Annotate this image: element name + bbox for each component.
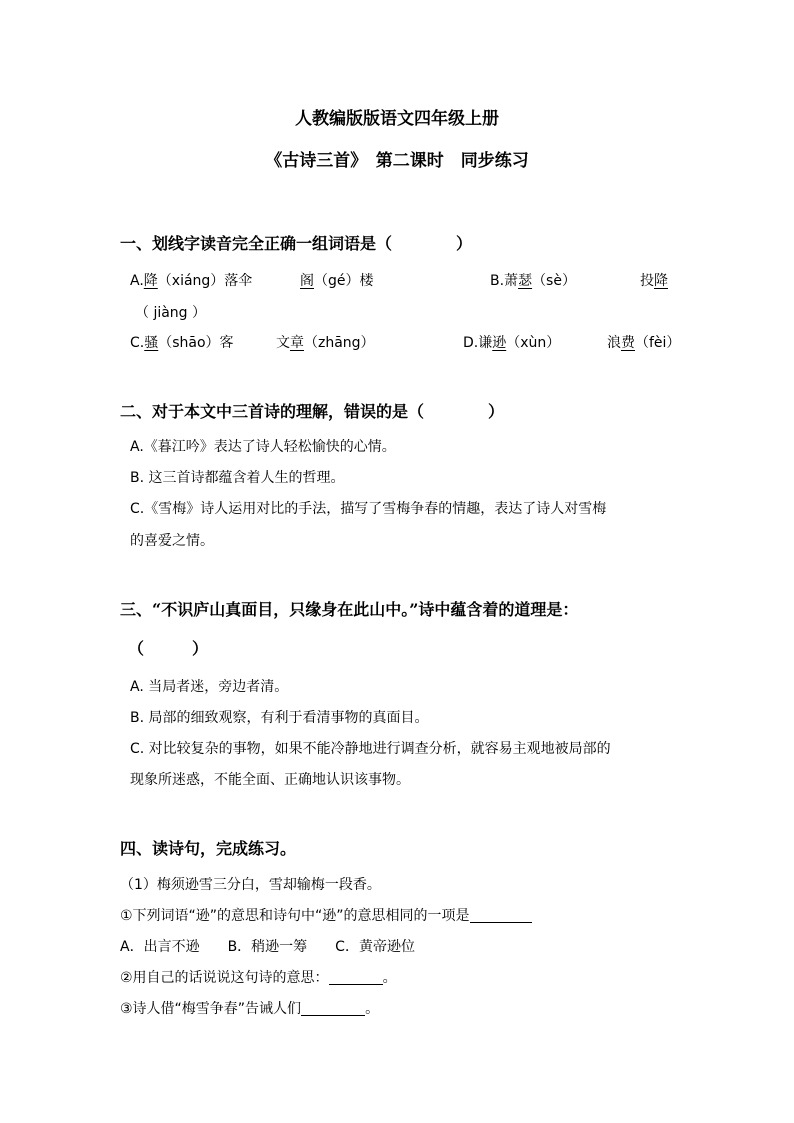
question-1-heading: 一、划线字读音完全正确一组词语是（ ）: [120, 234, 473, 253]
q1-option-d-word2: [607, 332, 680, 352]
q1-option-b-pinyin: （ jiàng ）: [135, 305, 207, 321]
underlined-char: 骚: [144, 335, 159, 351]
plain-char: 文: [276, 335, 290, 351]
q1-option-b: [490, 270, 576, 290]
question-3-heading: 三、“不识庐山真面目，只缘身在此山中。”诗中蕴含着的道理是：: [120, 600, 579, 619]
q4-poem-line: （1）梅须逊雪三分白，雪却输梅一段香。: [120, 877, 381, 893]
answer-blank[interactable]: [301, 1001, 365, 1016]
period: 。: [382, 970, 397, 986]
q1-option-a-word2: [300, 270, 374, 290]
pinyin-text: （gé）楼: [314, 273, 374, 289]
q2-option-c: C.《雪梅》诗人运用对比的手法，描写了雪梅争春的情趣，表达了诗人对雪梅: [130, 501, 607, 517]
pinyin-text: （xùn）: [506, 335, 561, 351]
q4-subquestion-2: [120, 967, 397, 987]
subquestion-text: ②用自己的话说说这句诗的意思：: [120, 970, 329, 986]
subquestion-text: ③诗人借“梅雪争春”告诫人们: [120, 1001, 302, 1017]
answer-blank[interactable]: [329, 970, 383, 985]
q2-option-b: B. 这三首诗都蕴含着人生的哲理。: [130, 470, 345, 486]
q1-option-d: [463, 332, 560, 352]
pinyin-text: （xiáng）落伞: [157, 273, 253, 289]
pinyin-text: （zhāng）: [304, 335, 375, 351]
underlined-char: 章: [290, 335, 304, 351]
question-2-heading: 二、对于本文中三首诗的理解，错误的是（ ）: [120, 402, 505, 421]
q1-option-c-word2: [276, 332, 375, 352]
answer-blank[interactable]: [470, 908, 532, 923]
underlined-char: 降: [143, 273, 158, 289]
plain-char: 投: [640, 273, 654, 289]
option-label: B.萧: [490, 273, 519, 289]
q3-option-c: C. 对比较复杂的事物，如果不能冷静地进行调查分析，就容易主观地被局部的: [130, 741, 611, 757]
underlined-char: 费: [621, 335, 635, 351]
worksheet-title: 人教编版版语文四年级上册: [295, 109, 499, 129]
q2-option-a: A.《暮江吟》表达了诗人轻松愉快的心情。: [130, 439, 396, 455]
q3-option-c-cont: 现象所迷惑，不能全面、正确地认识该事物。: [130, 772, 410, 788]
q4-subquestion-1: [120, 905, 532, 925]
q4-subquestion-3: [120, 998, 379, 1018]
pinyin-text: （sè）: [532, 273, 576, 289]
period: 。: [365, 1001, 380, 1017]
q2-option-c-cont: 的喜爱之情。: [130, 533, 214, 549]
q4-options: A．出言不逊 B．稍逊一筹 C．黄帝逊位: [120, 939, 415, 955]
option-label: C.: [130, 335, 145, 351]
plain-char: 浪: [607, 335, 621, 351]
option-label: A.: [130, 273, 144, 289]
option-label: D.谦: [463, 335, 493, 351]
q3-option-b: B. 局部的细致观察，有利于看清事物的真面目。: [130, 710, 429, 726]
lesson-subtitle: 《古诗三首》 第二课时 同步练习: [265, 151, 529, 171]
pinyin-text: （shāo）客: [158, 335, 234, 351]
underlined-char: 降: [654, 273, 668, 289]
q1-option-b-word2: [640, 270, 668, 290]
question-4-heading: 四、读诗句，完成练习。: [120, 839, 297, 858]
q3-option-a: A. 当局者迷，旁边者清。: [130, 679, 289, 695]
q3-answer-paren: （ ）: [128, 639, 209, 658]
subquestion-text: ①下列词语“逊”的意思和诗句中“逊”的意思相同的一项是: [120, 908, 470, 924]
underlined-char: 逊: [492, 335, 507, 351]
underlined-char: 阁: [300, 273, 314, 289]
pinyin-text: （fèi）: [635, 335, 681, 351]
q1-option-c: [130, 332, 234, 352]
q1-option-a: [130, 270, 252, 290]
underlined-char: 瑟: [518, 273, 533, 289]
